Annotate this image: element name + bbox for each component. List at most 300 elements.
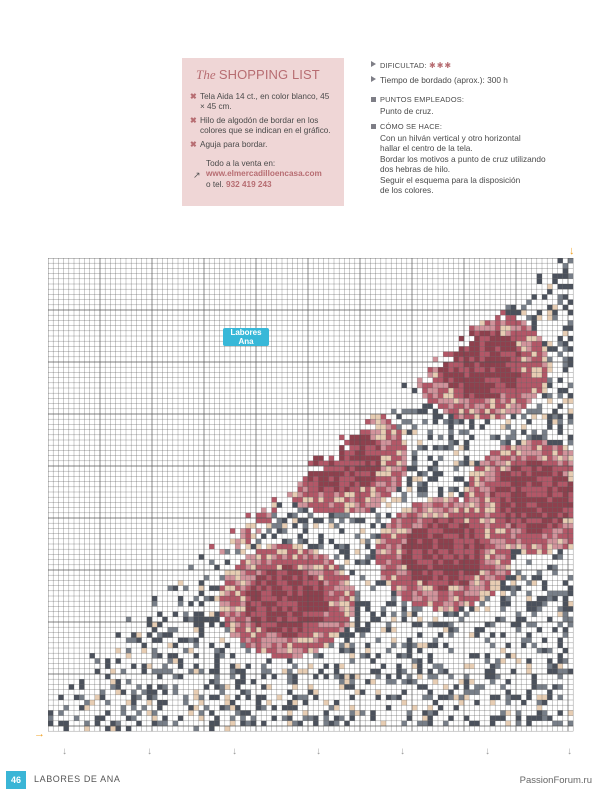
stitch [391, 461, 396, 466]
stitch [402, 606, 407, 611]
stitch [506, 554, 511, 559]
stitch [188, 710, 193, 715]
stitch [542, 700, 547, 705]
stitch [474, 575, 479, 580]
stitch [526, 341, 531, 346]
stitch [391, 528, 396, 533]
stitch [355, 596, 360, 601]
stitch [495, 388, 500, 393]
stitch [79, 705, 84, 710]
stitch [272, 674, 277, 679]
stitch [230, 528, 235, 533]
stitch [438, 606, 443, 611]
stitch [558, 492, 563, 497]
stitch [542, 456, 547, 461]
stitch [292, 560, 297, 565]
stitch [334, 601, 339, 606]
stitch [199, 612, 204, 617]
stitch [324, 664, 329, 669]
stitch [558, 482, 563, 487]
stitch [308, 606, 313, 611]
stitch [147, 710, 152, 715]
stitch [173, 658, 178, 663]
stitch [142, 648, 147, 653]
stitch [480, 357, 485, 362]
stitch [511, 315, 516, 320]
stitch [438, 528, 443, 533]
time-line [371, 75, 561, 86]
stitch [292, 549, 297, 554]
stitch [110, 726, 115, 731]
stitch [412, 476, 417, 481]
stitch [376, 513, 381, 518]
stitch [194, 669, 199, 674]
stitch [485, 638, 490, 643]
stitch [214, 684, 219, 689]
stitch [350, 461, 355, 466]
stitch [110, 669, 115, 674]
stitch [542, 492, 547, 497]
stitch [448, 690, 453, 695]
stitch [282, 591, 287, 596]
stitch [339, 513, 344, 518]
stitch [526, 497, 531, 502]
stitch [438, 513, 443, 518]
stitch [334, 596, 339, 601]
stitch [220, 575, 225, 580]
stitch [438, 487, 443, 492]
stitch [412, 461, 417, 466]
stitch [350, 612, 355, 617]
stitch [485, 669, 490, 674]
stitch [558, 294, 563, 299]
stitch [500, 471, 505, 476]
stitch [266, 591, 271, 596]
stitch [157, 705, 162, 710]
stitch [407, 430, 412, 435]
stitch [272, 497, 277, 502]
stitch [500, 456, 505, 461]
stitch [355, 466, 360, 471]
stitch [500, 534, 505, 539]
stitch [225, 612, 230, 617]
stitch [490, 674, 495, 679]
stitch [105, 726, 110, 731]
stitch [552, 409, 557, 414]
stitch [511, 482, 516, 487]
stitch [422, 393, 427, 398]
stitch [438, 664, 443, 669]
stitch [381, 534, 386, 539]
stitches-head: PUNTOS EMPLEADOS: [380, 95, 465, 104]
stitch [568, 497, 573, 502]
stitch [516, 570, 521, 575]
stitch [558, 336, 563, 341]
stitch [162, 669, 167, 674]
stitch [318, 508, 323, 513]
stitch [365, 627, 370, 632]
cross-stitch-icon: ✖ [190, 139, 197, 149]
stitch [376, 674, 381, 679]
stitch [412, 679, 417, 684]
stitch [95, 721, 100, 726]
stitch [428, 596, 433, 601]
stitch [282, 617, 287, 622]
stitch [563, 450, 568, 455]
stitch [360, 575, 365, 580]
stitch [547, 482, 552, 487]
stitch [209, 622, 214, 627]
stitch [235, 664, 240, 669]
stitch [469, 508, 474, 513]
stitch [485, 471, 490, 476]
stitch [568, 466, 573, 471]
stitch [298, 539, 303, 544]
stitch [308, 612, 313, 617]
stitch [464, 357, 469, 362]
stitch [376, 560, 381, 565]
stitch [251, 544, 256, 549]
stitch [500, 341, 505, 346]
stitch [438, 523, 443, 528]
stitch [537, 445, 542, 450]
stitch [370, 466, 375, 471]
stitch [490, 341, 495, 346]
stitch [251, 570, 256, 575]
stitch [277, 565, 282, 570]
stitch [568, 518, 573, 523]
stitch [464, 508, 469, 513]
stitch [298, 617, 303, 622]
stitch [480, 414, 485, 419]
stitch [136, 710, 141, 715]
stitch [303, 549, 308, 554]
stitch [526, 690, 531, 695]
stitch [142, 669, 147, 674]
stitch [199, 632, 204, 637]
stitch [500, 570, 505, 575]
stitch [209, 669, 214, 674]
stitch [365, 622, 370, 627]
stitch [204, 705, 209, 710]
stitch [230, 591, 235, 596]
stitch [490, 398, 495, 403]
stitch [485, 549, 490, 554]
stitch [386, 549, 391, 554]
stitch [298, 632, 303, 637]
stitch [542, 695, 547, 700]
stitch [428, 523, 433, 528]
stitch [292, 575, 297, 580]
stitch [355, 456, 360, 461]
stitch [563, 268, 568, 273]
stitch [298, 695, 303, 700]
stitch [298, 586, 303, 591]
stitch [84, 721, 89, 726]
stitch [220, 653, 225, 658]
stitch [537, 372, 542, 377]
stitch [428, 435, 433, 440]
cross-stitch-icon: ✖ [190, 92, 197, 101]
stitch [292, 497, 297, 502]
stitch [448, 440, 453, 445]
stitch [454, 544, 459, 549]
stitch [568, 591, 573, 596]
stitch [422, 523, 427, 528]
stitch [194, 705, 199, 710]
stitch [469, 404, 474, 409]
stitch [542, 539, 547, 544]
stitch [220, 591, 225, 596]
stitch [568, 450, 573, 455]
stitch [168, 658, 173, 663]
stitch [490, 502, 495, 507]
stitch [506, 398, 511, 403]
stitch [521, 492, 526, 497]
stitch [438, 492, 443, 497]
stitch [235, 617, 240, 622]
stitch [547, 471, 552, 476]
stitch [469, 534, 474, 539]
stitch [547, 393, 552, 398]
stitch [334, 554, 339, 559]
stitch [230, 612, 235, 617]
stitch [303, 580, 308, 585]
stitch [246, 591, 251, 596]
stitch [272, 606, 277, 611]
stitch [547, 378, 552, 383]
stitch [526, 622, 531, 627]
stitch [474, 466, 479, 471]
stitch [500, 393, 505, 398]
stitch [516, 482, 521, 487]
stitch [339, 549, 344, 554]
sale-url-link[interactable]: www.elmercadilloencasa.com [206, 169, 322, 179]
stitch [313, 638, 318, 643]
stitch [313, 518, 318, 523]
stitch [422, 539, 427, 544]
stitch [313, 456, 318, 461]
stitch [558, 419, 563, 424]
stitch [521, 393, 526, 398]
stitch [448, 606, 453, 611]
stitch [350, 648, 355, 653]
stitch [537, 315, 542, 320]
stitch [282, 575, 287, 580]
stitch [464, 575, 469, 580]
stitch [324, 596, 329, 601]
stitch [246, 554, 251, 559]
stitch [464, 352, 469, 357]
stitch [464, 544, 469, 549]
stitch [469, 575, 474, 580]
stitch [568, 461, 573, 466]
stitch [412, 643, 417, 648]
stitch [360, 466, 365, 471]
stitch [417, 591, 422, 596]
stitch [568, 523, 573, 528]
stitch [485, 331, 490, 336]
stitch [324, 502, 329, 507]
stitch [214, 669, 219, 674]
stitch [443, 669, 448, 674]
stitch [485, 622, 490, 627]
stitch [448, 378, 453, 383]
stitch [230, 721, 235, 726]
stitch [105, 710, 110, 715]
stitch [443, 591, 448, 596]
stitch [251, 523, 256, 528]
marker-arrow-down-icon: ↓ [485, 746, 490, 757]
stitch [355, 612, 360, 617]
stitch [506, 315, 511, 320]
stitch [391, 596, 396, 601]
stitch [495, 528, 500, 533]
stitch [448, 596, 453, 601]
stitch [558, 424, 563, 429]
stitch [506, 450, 511, 455]
stitch [298, 580, 303, 585]
stitch [438, 705, 443, 710]
stitch [443, 560, 448, 565]
stitch [422, 591, 427, 596]
stitch [261, 705, 266, 710]
stitch [272, 502, 277, 507]
stitch [313, 487, 318, 492]
stitch [412, 539, 417, 544]
shopping-list-title-the: The [196, 67, 216, 82]
stitch [225, 549, 230, 554]
stitch [235, 565, 240, 570]
stitch [303, 648, 308, 653]
stitch [105, 658, 110, 663]
stitch [95, 669, 100, 674]
stitch [526, 560, 531, 565]
stitch [495, 497, 500, 502]
stitch [511, 367, 516, 372]
stitch [308, 560, 313, 565]
stitch [526, 372, 531, 377]
stitch [329, 617, 334, 622]
stitch [485, 352, 490, 357]
stitch [495, 461, 500, 466]
stitch [443, 534, 448, 539]
stitch [438, 435, 443, 440]
stitch [490, 518, 495, 523]
stitch [568, 409, 573, 414]
stitch [199, 591, 204, 596]
stitch [334, 461, 339, 466]
stitch [318, 544, 323, 549]
stitch [485, 409, 490, 414]
stitch [563, 388, 568, 393]
stitch [344, 492, 349, 497]
stitch [474, 700, 479, 705]
stitch [355, 482, 360, 487]
stitch [490, 320, 495, 325]
stitch [506, 310, 511, 315]
stitch [443, 409, 448, 414]
stitch [292, 586, 297, 591]
stitch [381, 497, 386, 502]
stitch [183, 638, 188, 643]
stitch [552, 539, 557, 544]
stitch [266, 575, 271, 580]
stitch [116, 690, 121, 695]
stitch [464, 565, 469, 570]
stitch [459, 518, 464, 523]
stitch [547, 716, 552, 721]
stitch [183, 612, 188, 617]
stitch [344, 544, 349, 549]
stitch [469, 596, 474, 601]
stitch [329, 596, 334, 601]
stitch [136, 721, 141, 726]
stitch [500, 549, 505, 554]
stitch [495, 502, 500, 507]
stitch [433, 466, 438, 471]
stitch [521, 367, 526, 372]
stitch [381, 606, 386, 611]
stitch [495, 482, 500, 487]
stitch [230, 575, 235, 580]
stitch [428, 575, 433, 580]
stitch [480, 471, 485, 476]
stitch [454, 695, 459, 700]
stitch [381, 554, 386, 559]
stitch [402, 643, 407, 648]
stitch [407, 586, 412, 591]
stitch [391, 679, 396, 684]
stitch [443, 502, 448, 507]
stitch [266, 648, 271, 653]
stitch [313, 482, 318, 487]
stitch [506, 695, 511, 700]
stitch [526, 326, 531, 331]
stitch [521, 471, 526, 476]
stitch [329, 705, 334, 710]
stitch [516, 528, 521, 533]
stitch [485, 414, 490, 419]
stitch [495, 336, 500, 341]
stitch [474, 492, 479, 497]
stitch [324, 617, 329, 622]
stitch [396, 424, 401, 429]
stitch [402, 450, 407, 455]
stitch [568, 487, 573, 492]
stitch [407, 565, 412, 570]
stitch [490, 570, 495, 575]
stitch [287, 622, 292, 627]
stitch [521, 430, 526, 435]
stitch [516, 404, 521, 409]
stitch [469, 721, 474, 726]
stitch [272, 627, 277, 632]
stitch [547, 648, 552, 653]
stitch [558, 450, 563, 455]
stitch [532, 679, 537, 684]
stitch [443, 575, 448, 580]
stitch [506, 305, 511, 310]
stitch [48, 716, 53, 721]
stitch [500, 424, 505, 429]
stitch [532, 341, 537, 346]
stitch [235, 684, 240, 689]
stitch [422, 570, 427, 575]
stitch [428, 653, 433, 658]
stitch [521, 378, 526, 383]
stitch [511, 372, 516, 377]
